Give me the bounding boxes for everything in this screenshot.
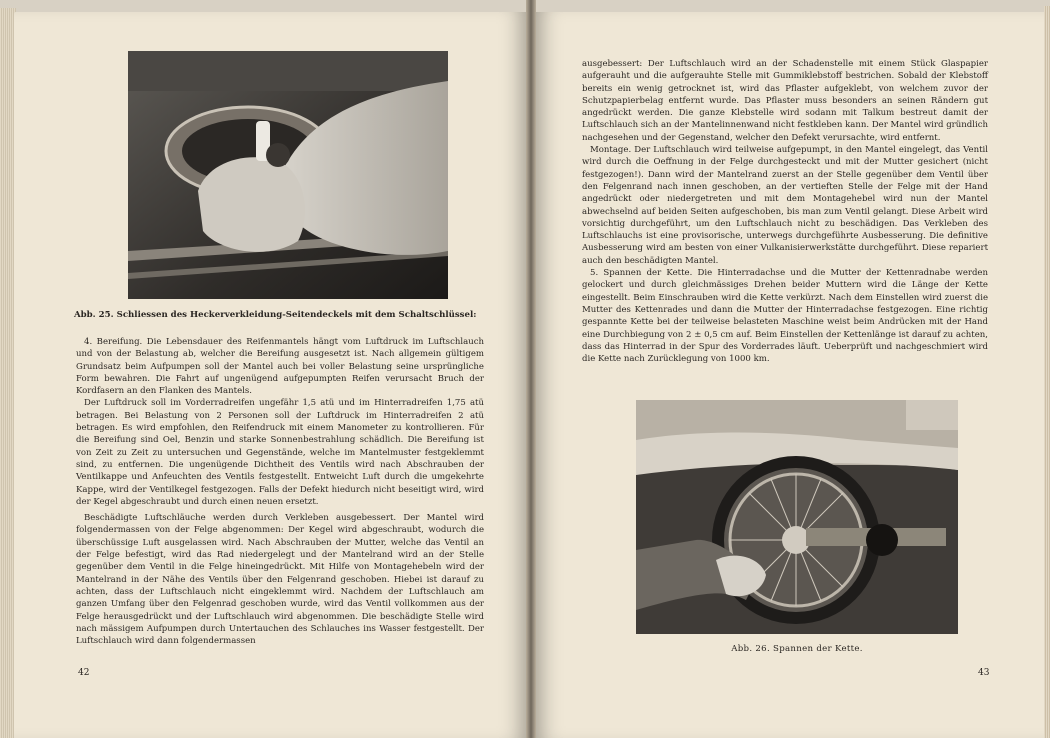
paragraph-luftdruck: Der Luftdruck soll im Vorderradreifen ungefähr 1,5 atü und im Hinterradreifen 1,75 atü betragen. Bei Belastung von 2 Personen soll der Luftdruck im Hinterradreifen 2 atü betragen. Es wird empfohlen, den Reifendruck mit einem Manometer zu kontrollieren. Für die Bereifung sind Oel, Benzin und starke Sonnenbestrahlung schädlich. Die Bereifung ist von Zeit zu Zeit zu untersuchen und Gegenstände, welche im Mantelmuster festgeklemmt sind, zu entfernen. Die ungenügende Dichtheit des Ventils wird nach Abschrauben der Ventilkappe und Anfeuchten des Ventils festgestellt. Entweicht Luft durch die umgekehrte Kappe, wird der Ventilkegel festgezogen. Falls der Defekt hiedurch nicht beseitigt wird, wird der Kegel abgeschraubt und durch einen neuen ersetzt. bbox=[76, 398, 484, 507]
page-number-right: 43 bbox=[978, 668, 990, 678]
page-number-left: 42 bbox=[78, 668, 90, 678]
figure-25-caption: Abb. 25. Schliessen des Heckerverkleidung-Seitendeckels mit dem Schaltschlüssel: bbox=[74, 310, 477, 320]
scooter-side-cover-image bbox=[128, 51, 448, 299]
paragraph-bereifung: 4. Bereifung. Die Lebensdauer des Reifenmantels hängt vom Luftdruck im Luftschlauch und von der Belastung ab, welcher die Bereifung ausgesetzt ist. Nach allgemein gültigem Grundsatz beim Aufpumpen soll der Mantel auch bei voller Belastung seine ursprüngliche Form bewahren. Die Fahrt auf ungenügend aufgepumpten Reifen verursacht Bruch der Kordfasern an den Flanken des Mantels. bbox=[76, 337, 484, 397]
left-body-text bbox=[76, 336, 484, 647]
figure-26-photo bbox=[636, 400, 958, 634]
paragraph-luftschlauche: Beschädigte Luftschläuche werden durch Verkleben ausgebessert. Der Mantel wird folgendermassen von der Felge abgenommen: Der Kegel wird abgeschraubt, wodurch die überschüssige Luft ausgelassen wird. Nach Abschrauben der Mutter, welche das Ventil an der Felge befestigt, wird das Rad niedergelegt und der Mantelrand wird an der Stelle gegenüber dem Ventil in die Felge hineingedrückt. Mit Hilfe von Montagehebeln wird der Mantelrand in der Nähe des Ventils über den Felgenrand geschoben. Hiebei ist darauf zu achten, dass der Luftschlauch nicht eingeklemmt wird. Nachdem der Luftschlauch am ganzen Umfang über den Felgenrad geschoben wurde, wird das Ventil vollkommen aus der Felge herausgedrückt und der Luftschlauch wird abgenommen. Die beschädigte Stelle wird nach mässigem Aufpumpen durch Untertauchen des Schlauches ins Wasser festgestellt. Der Luftschlauch wird dann folgendermassen bbox=[76, 513, 484, 647]
paragraph-montage: Montage. Der Luftschlauch wird teilweise aufgepumpt, in den Mantel eingelegt, das Ventil wird durch die Oeffnung in der Felge durchgesteckt und mit der Mutter gesichert (nicht festgezogen!). Dann wird der Mantelrand zuerst an der Stelle gegenüber dem Ventil über den Felgenrand nach innen geschoben, an der vertieften Stelle der Felge mit der Hand angedrückt oder niedergetreten und mit dem Montagehebel wird nun der Mantel abwechselnd auf beiden Seiten aufgeschoben, bis man zum Ventil gelangt. Diese Arbeit wird vorsichtig durchgeführt, um den Luftschlauch nicht zu beschädigen. Das Verkleben des Luftschlauchs ist eine provisorische, unterwegs durchgeführte Ausbesserung. Die definitive Ausbesserung wird am besten von einer Vulkanisierwerkstätte durchgeführt. Diese repariert auch den beschädigten Mantel. bbox=[582, 145, 988, 266]
figure-25-photo bbox=[128, 51, 448, 299]
right-body-text bbox=[582, 58, 988, 365]
paragraph-ausgebessert: ausgebessert: Der Luftschlauch wird an der Schadenstelle mit einem Stück Glaspapier aufgerauht und die aufgerauhte Stelle mit Gummiklebstoff bestrichen. Sobald der Klebstoff bereits ein wenig getrocknet ist, wird das Pflaster aufgeklebt, von welchem zuvor der Schutzpapierbelag entfernt wurde. Das Pflaster muss besonders an seinen Rändern gut angedrückt werden. Die ganze Klebstelle wird sodann mit Talkum bestreut damit der Luftschlauch sich an der Mantelinnenwand nicht festkleben kann. Der Mantel wird gründlich nachgesehen und der Gegenstand, welcher den Defekt verursachte, wird entfernt. bbox=[582, 59, 988, 143]
book-gutter bbox=[526, 0, 536, 738]
left-page bbox=[14, 12, 526, 738]
page-edges-right bbox=[1044, 6, 1050, 738]
right-page bbox=[536, 12, 1044, 738]
figure-26-caption: Abb. 26. Spannen der Kette. bbox=[731, 644, 863, 654]
paragraph-spannen-der-kette: 5. Spannen der Kette. Die Hinterradachse und die Mutter der Kettenradnabe werden gelockert und durch gleichmässiges Drehen beider Muttern wird die Länge der Kette eingestellt. Beim Einschrauben wird die Kette verkürzt. Nach dem Einstellen wird zuerst die Mutter des Kettenrades und dann die Mutter der Hinterradachse festgezogen. Eine richtig gespannte Kette bei der teilweise belasteten Maschine weist beim Andrücken mit der Hand eine Durchbiegung von 2 ± 0,5 cm auf. Beim Einstellen der Kettenlänge ist darauf zu achten, dass das Hinterrad in der Spur des Vorderrades läuft. Ueberprüft und nachgeschmiert wird die Kette nach Zurücklegung von 1000 km. bbox=[582, 268, 988, 365]
chain-tension-image bbox=[636, 400, 958, 634]
